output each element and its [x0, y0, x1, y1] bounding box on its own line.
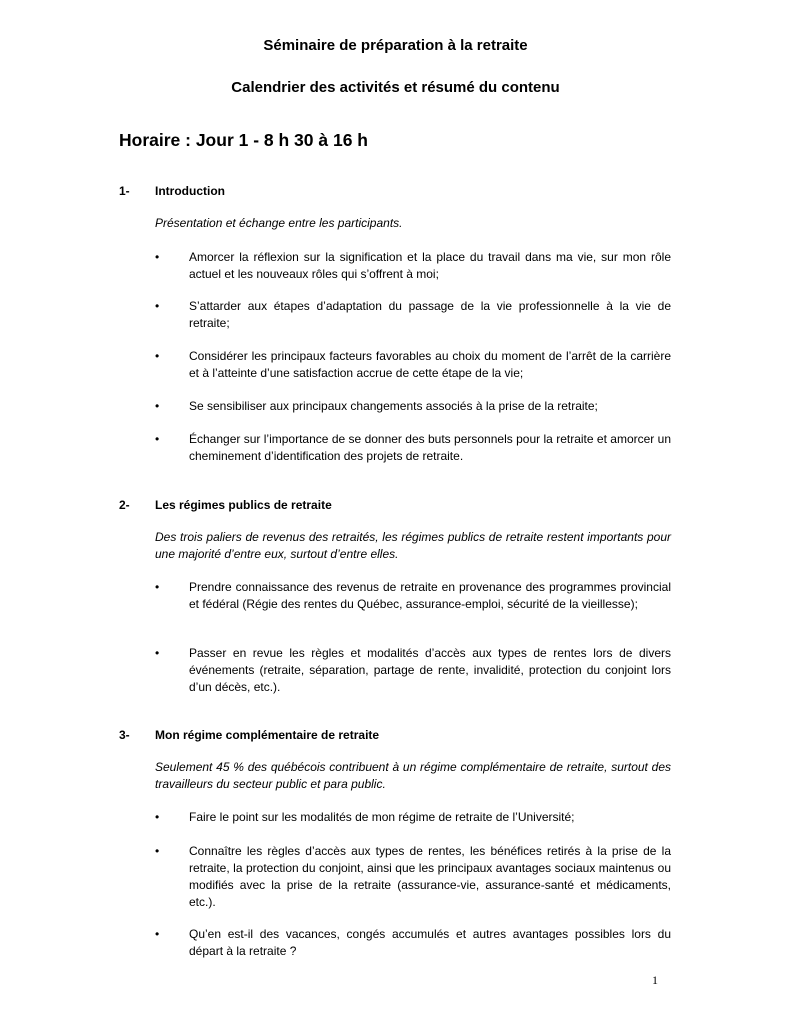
- section-2-item-1: Prendre connaissance des revenus de retraite en provenance des programmes provincial et fédéral (Régie des rentes du Québec, assurance-emploi, sécurité de la vieillesse);: [189, 580, 671, 611]
- section-1-item-1: Amorcer la réflexion sur la signification et la place du travail dans ma vie, sur mon rôle actuel et les nouveaux rôles qui s’offrent à moi;: [189, 250, 671, 281]
- bullet-icon: •: [155, 844, 160, 858]
- section-1-title: Introduction: [155, 184, 225, 198]
- section-2-intro: Des trois paliers de revenus des retraités, les régimes publics de retraite restent importants pour une majorité d’entre eux, surtout d’entre elles.: [155, 530, 671, 561]
- bullet-icon: •: [155, 646, 160, 660]
- section-1-item-2: S’attarder aux étapes d’adaptation du passage de la vie professionnelle à la vie de retraite;: [189, 299, 671, 330]
- bullet-icon: •: [155, 250, 160, 264]
- section-3-number: 3-: [119, 728, 130, 742]
- section-3-item-3: Qu’en est-il des vacances, congés accumulés et autres avantages possibles lors du départ à la retraite ?: [189, 927, 671, 958]
- section-1-item-4: Se sensibiliser aux principaux changements associés à la prise de la retraite;: [189, 399, 598, 413]
- bullet-icon: •: [155, 580, 160, 594]
- bullet-icon: •: [155, 399, 160, 413]
- bullet-icon: •: [155, 810, 160, 824]
- section-1-item-3: Considérer les principaux facteurs favorables au choix du moment de l’arrêt de la carrière et à l’atteinte d’une satisfaction accrue de cette étape de la vie;: [189, 349, 671, 380]
- section-1-item-5: Échanger sur l’importance de se donner des buts personnels pour la retraite et amorcer un cheminement d’identification des projets de retraite.: [189, 432, 671, 463]
- document-subtitle: Calendrier des activités et résumé du contenu: [231, 79, 560, 96]
- section-2-title: Les régimes publics de retraite: [155, 498, 332, 512]
- section-2-number: 2-: [119, 498, 130, 512]
- section-1-intro: Présentation et échange entre les participants.: [155, 216, 403, 230]
- document-title: Séminaire de préparation à la retraite: [263, 37, 528, 54]
- schedule-heading: Horaire : Jour 1 - 8 h 30 à 16 h: [119, 130, 368, 150]
- section-1-number: 1-: [119, 184, 130, 198]
- section-3-title: Mon régime complémentaire de retraite: [155, 728, 380, 742]
- page-number: 1: [652, 973, 658, 987]
- bullet-icon: •: [155, 349, 160, 363]
- section-3-item-1: Faire le point sur les modalités de mon régime de retraite de l’Université;: [189, 810, 575, 824]
- bullet-icon: •: [155, 299, 160, 313]
- section-3-item-2: Connaître les règles d’accès aux types de rentes, les bénéfices retirés à la prise de la retraite, la protection du conjoint, ainsi que les principaux avantages sociaux maintenus ou modifiés avec la prise de la retraite (assurance-vie, assurance-santé et médicaments, etc.).: [189, 844, 671, 909]
- section-2-item-2: Passer en revue les règles et modalités d’accès aux types de rentes lors de divers événements (retraite, séparation, partage de rente, invalidité, protection du conjoint lors d’un décès, etc.).: [189, 646, 671, 694]
- bullet-icon: •: [155, 432, 160, 446]
- section-3-intro: Seulement 45 % des québécois contribuent à un régime complémentaire de retraite, surtout des travailleurs du secteur public et para public.: [155, 760, 671, 791]
- bullet-icon: •: [155, 927, 160, 941]
